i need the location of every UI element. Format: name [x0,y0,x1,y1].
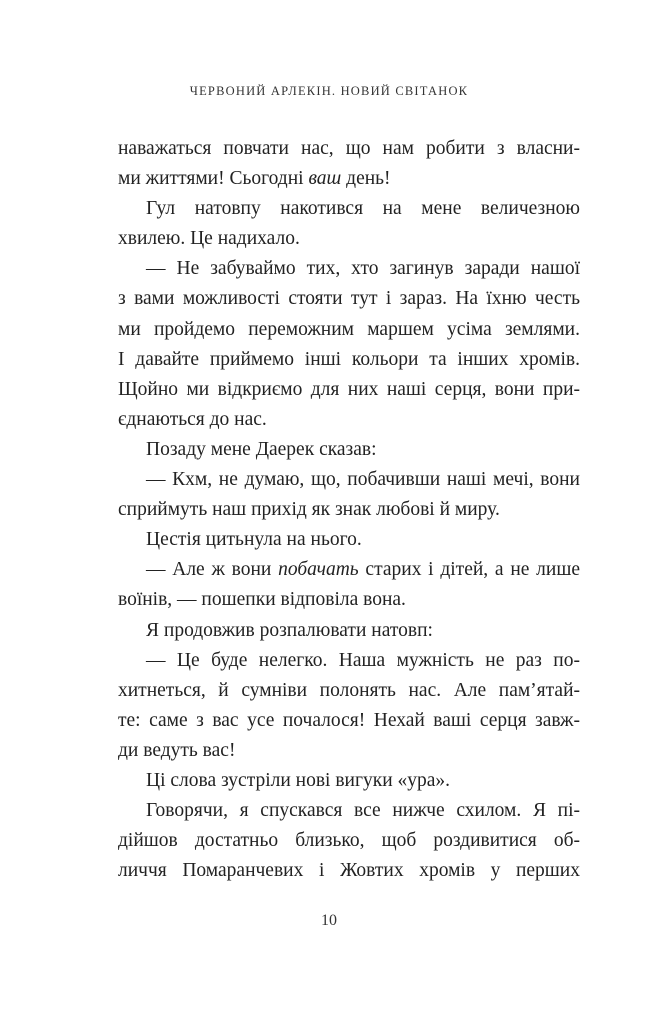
text-line: Гул натовпу накотився на мене величезною [146,198,580,220]
text-line: дійшов достатньо близько, щоб роздивитися об- [118,830,580,852]
text-line [118,164,580,194]
text-line [118,555,580,585]
page-number: 10 [321,912,337,929]
text-line: Щойно ми відкриємо для них наші серця, вони при- [118,378,580,400]
text-segment: старих і дітей, а не лише [358,559,580,581]
text-line: воїнів, — пошепки відповіла вона. [118,589,406,611]
text-line: з вами можливості стояти тут і зараз. На їхню честь [118,288,580,310]
text-line: Я продовжив розпалювати натовп: [146,619,433,641]
body-text [118,134,580,886]
text-line: те: саме з вас усе почалося! Нехай ваші серця завж- [118,709,580,731]
text-segment: ми життями! Сьогодні [118,168,309,190]
text-segment: день! [341,168,391,190]
text-line: хитнеться, й сумніви полонять нас. Але пам’ятай- [118,679,580,701]
text-line: Цестія цитьнула на нього. [146,529,362,551]
text-line: Говорячи, я спускався все нижче схилом. Я пі- [146,800,580,822]
text-line: личчя Помаранчевих і Жовтих хромів у перших [118,860,580,882]
text-line: Ці слова зустріли нові вигуки «ура». [146,769,451,791]
text-line: — Кхм, не думаю, що, побачивши наші мечі, вони [146,469,580,491]
running-head: ЧЕРВОНИЙ АРЛЕКІН. НОВИЙ СВІТАНОК [189,84,469,98]
text-line: — Це буде нелегко. Наша мужність не раз по- [146,649,580,671]
text-segment: — Але ж вони [146,559,279,581]
text-line: І давайте приймемо інші кольори та інших хромів. [118,348,580,370]
text-line: єднаються до нас. [118,408,267,430]
emphasis-text: ваш [308,168,342,190]
text-line: — Не забуваймо тих, хто загинув заради нашої [146,258,580,280]
text-line: наважаться повчати нас, що нам робити з власни- [118,138,580,159]
text-line: Позаду мене Даерек сказав: [146,438,377,460]
emphasis-text: побачать [278,559,359,581]
text-line: ми пройдемо переможним маршем усіма землями. [118,318,580,340]
text-line: ди ведуть вас! [118,739,236,761]
text-line: хвилею. Це надихало. [118,228,300,250]
text-line: сприймуть наш прихід як знак любові й миру. [118,499,500,521]
